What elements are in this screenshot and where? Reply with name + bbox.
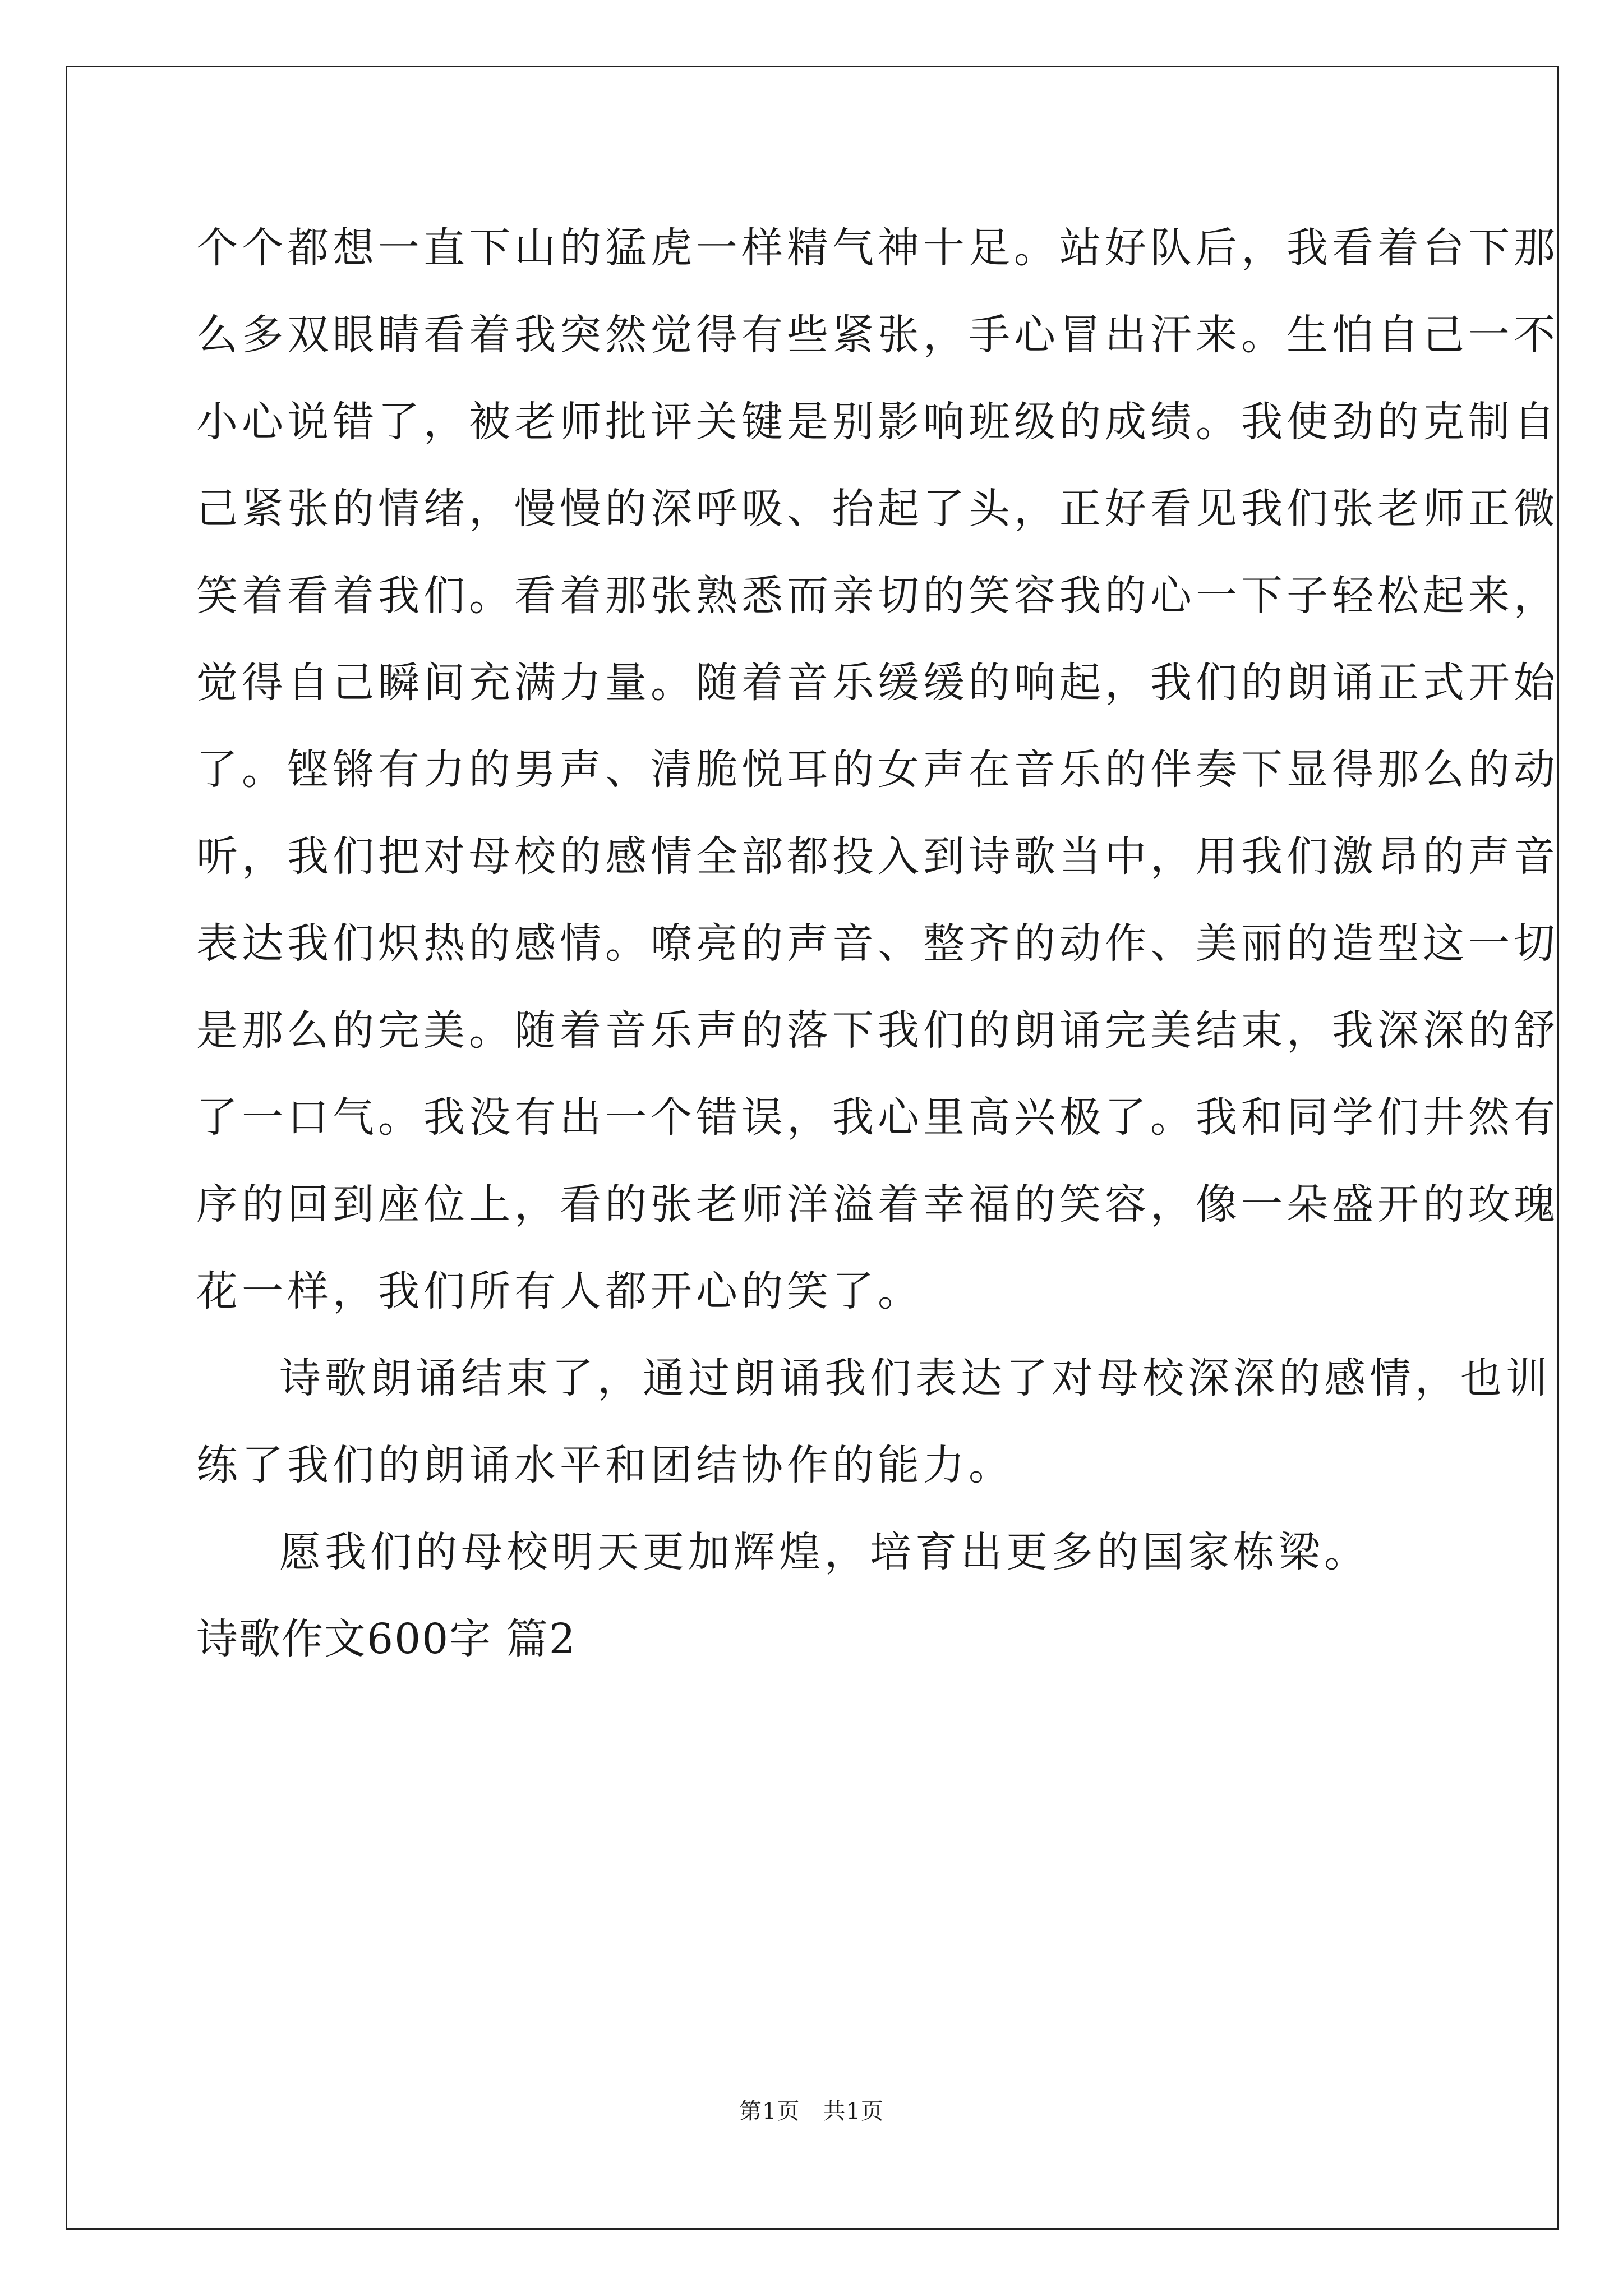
paragraph-line: 小心说错了，被老师批评关键是别影响班级的成绩。我使劲的克制自 <box>196 398 1559 446</box>
page-footer: 第1页 共1页 <box>739 2099 884 2124</box>
paragraph-line: 笑着看着我们。看着那张熟悉而亲切的笑容我的心一下子轻松起来， <box>196 572 1559 620</box>
paragraph-line: 己紧张的情绪，慢慢的深呼吸、抬起了头，正好看见我们张老师正微 <box>196 485 1559 533</box>
paragraph-line: 觉得自己瞬间充满力量。随着音乐缓缓的响起，我们的朗诵正式开始 <box>196 659 1559 707</box>
paragraph-line: 么多双眼睛看着我突然觉得有些紧张，手心冒出汗来。生怕自己一不 <box>196 311 1559 359</box>
paragraph-line: 是那么的完美。随着音乐声的落下我们的朗诵完美结束，我深深的舒 <box>196 1006 1559 1055</box>
paragraph-line: 序的回到座位上，看的张老师洋溢着幸福的笑容，像一朵盛开的玫瑰 <box>196 1180 1559 1228</box>
paragraph-line: 愿我们的母校明天更加辉煌，培育出更多的国家栋梁。 <box>279 1528 1370 1576</box>
section-heading: 诗歌作文600字 篇2 <box>196 1615 577 1663</box>
paragraph-line: 练了我们的朗诵水平和团结协作的能力。 <box>196 1441 1014 1489</box>
paragraph-line: 了。铿锵有力的男声、清脆悦耳的女声在音乐的伴奏下显得那么的动 <box>196 746 1559 794</box>
paragraph-line: 表达我们炽热的感情。嘹亮的声音、整齐的动作、美丽的造型这一切 <box>196 919 1559 968</box>
paragraph-line: 个个都想一直下山的猛虎一样精气神十足。站好队后，我看着台下那 <box>196 224 1559 272</box>
paragraph-line: 了一口气。我没有出一个错误，我心里高兴极了。我和同学们井然有 <box>196 1093 1559 1142</box>
paragraph-line: 花一样，我们所有人都开心的笑了。 <box>196 1267 923 1315</box>
paragraph-line: 诗歌朗诵结束了，通过朗诵我们表达了对母校深深的感情，也训 <box>279 1354 1551 1402</box>
page-border <box>66 66 1559 2230</box>
paragraph-line: 听，我们把对母校的感情全部都投入到诗歌当中，用我们激昂的声音 <box>196 832 1559 881</box>
